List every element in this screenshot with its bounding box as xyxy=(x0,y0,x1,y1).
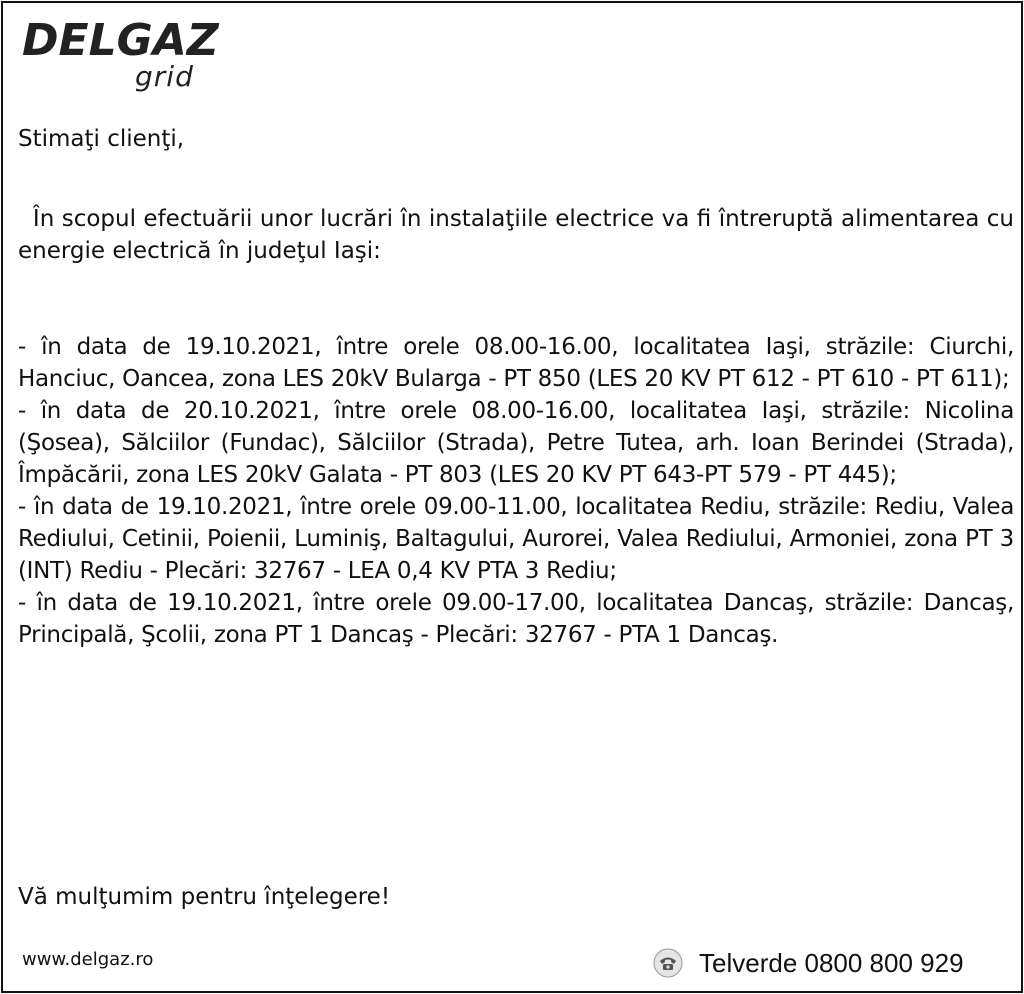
website-link[interactable]: www.delgaz.ro xyxy=(22,949,154,970)
logo-sub: grid xyxy=(135,60,194,93)
intro-text: În scopul efectuării unor lucrări în instalaţiile electrice va fi întreruptă alimentarea cu energie electrică în judeţul Iaşi: xyxy=(18,206,1014,264)
telephone-icon xyxy=(653,948,683,978)
notice-frame xyxy=(1,1,1023,993)
phone-contact xyxy=(653,945,964,981)
phone-number: Telverde 0800 800 929 xyxy=(699,947,964,978)
outage-item: - în data de 19.10.2021, între orele 09.00-11.00, localitatea Rediu, străzile: Rediu, Valea Rediului, Cetinii, Poienii, Luminiş, Baltagului, Aurorei, Valea Rediului, Armoniei, zona PT 3 (INT) Rediu - Plecări: 32767 - LEA 0,4 KV PTA 3 Rediu; xyxy=(18,494,1014,584)
outage-item: - în data de 20.10.2021, între orele 08.00-16.00, localitatea Iaşi, străzile: Nicolina (Şosea), Sălciilor (Fundac), Sălciilor (Strada), Petre Tutea, arh. Ioan Berindei (Strada), Împăcării, zona LES 20kV Galata - PT 803 (LES 20 KV PT 643-PT 579 - PT 445); xyxy=(18,398,1014,488)
outage-item: - în data de 19.10.2021, între orele 09.00-17.00, localitatea Dancaş, străzile: Dancaş, Principală, Şcolii, zona PT 1 Dancaş - Plecări: 32767 - PTA 1 Dancaş. xyxy=(18,590,1014,648)
greeting: Stimaţi clienţi, xyxy=(18,126,185,152)
outage-list xyxy=(18,331,1014,651)
delgaz-logo xyxy=(22,17,222,97)
logo-brand: DELGAZ xyxy=(22,15,219,66)
intro-paragraph xyxy=(18,203,1014,267)
closing-text: Vă mulţumim pentru înţelegere! xyxy=(18,884,391,910)
outage-item: - în data de 19.10.2021, între orele 08.00-16.00, localitatea Iaşi, străzile: Ciurchi, Hanciuc, Oancea, zona LES 20kV Bularga - PT 850 (LES 20 KV PT 612 - PT 610 - PT 611); xyxy=(18,334,1014,392)
